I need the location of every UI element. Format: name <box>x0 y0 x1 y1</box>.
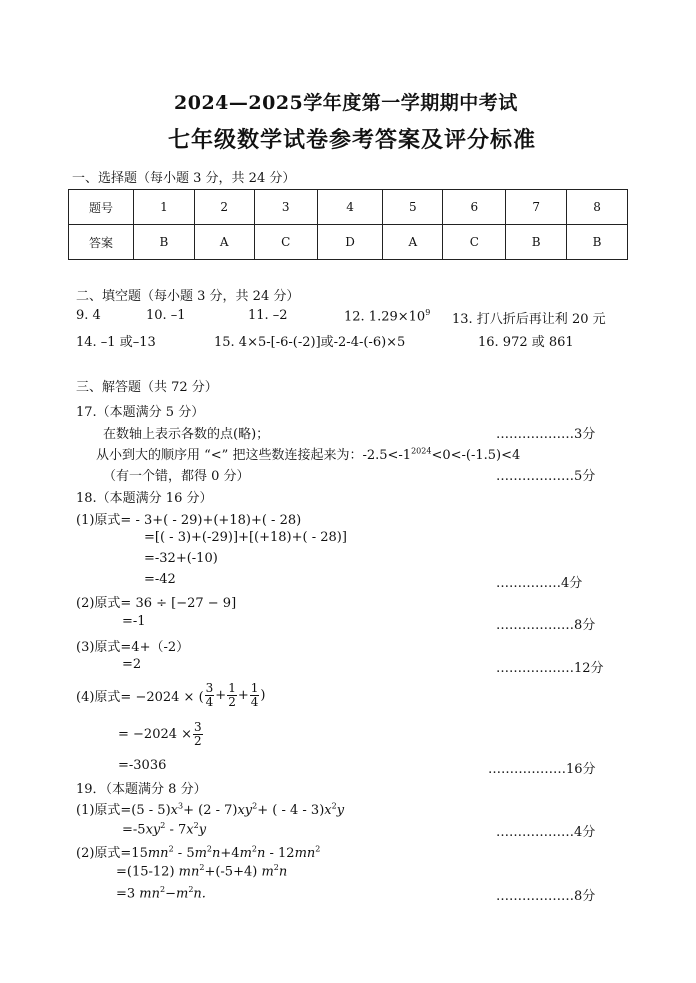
q18-p4-line2-expr: = −2024 × <box>118 727 193 742</box>
fraction-denominator: 4 <box>205 695 214 709</box>
fraction-denominator: 4 <box>250 695 259 709</box>
table-cell: B <box>506 225 567 260</box>
table-cell: 8 <box>567 190 628 225</box>
expr-variable: n. <box>193 886 206 902</box>
expr-segment: +4 <box>220 846 240 861</box>
expr-variable: m <box>194 846 207 861</box>
expr-exponent: 2 <box>160 885 166 894</box>
expr-segment: - 5 <box>173 846 195 861</box>
fraction <box>205 682 215 709</box>
q17-line3: （有一个错，都得 0 分） <box>103 469 250 484</box>
q19-p1-line2 <box>122 821 206 837</box>
fraction-numerator: 3 <box>194 720 202 734</box>
expr-exponent: 2 <box>251 844 257 854</box>
page-subtitle: 七年级数学试卷参考答案及评分标准 <box>168 127 537 153</box>
q17-heading: 17.（本题满分 5 分） <box>76 405 205 420</box>
expr-exponent: 2 <box>168 844 174 854</box>
expr-segment: + (2 - 7) <box>183 803 238 818</box>
table-cell: 3 <box>254 190 317 225</box>
table-cell: B <box>134 225 195 260</box>
q18-score3: ………………12分 <box>496 661 604 676</box>
q18-p4-expr-end: ) <box>260 688 266 703</box>
q19-p2-line1 <box>76 842 320 861</box>
expr-variable: x <box>170 803 178 818</box>
answer-9: 9. 4 <box>76 308 101 323</box>
table-cell: A <box>383 225 443 260</box>
q19-score1: ………………4分 <box>496 825 596 840</box>
table-cell: 2 <box>194 190 254 225</box>
expr-variable: mn <box>147 846 169 861</box>
fraction-numerator: 1 <box>250 681 259 695</box>
answer-16: 16. 972 或 861 <box>478 335 574 350</box>
expr-variable: m <box>239 846 252 861</box>
q18-score1: ……………4分 <box>496 576 583 591</box>
answer-11: 11. –2 <box>248 308 288 323</box>
plus-sign: + <box>215 688 227 703</box>
expr-variable: y <box>336 803 345 818</box>
expr-exponent: 2 <box>206 844 213 854</box>
answer-14: 14. –1 或–13 <box>76 335 156 350</box>
fraction <box>193 721 203 748</box>
table-cell: 1 <box>134 190 195 225</box>
expr-variable: n <box>278 864 288 880</box>
answer-12-exponent: 9 <box>425 308 431 317</box>
expr-segment: =-5 <box>122 822 146 838</box>
expr-variable: xy <box>145 822 161 838</box>
table-cell: 题号 <box>69 190 134 225</box>
fraction-denominator: 2 <box>228 695 236 709</box>
fraction-denominator: 2 <box>194 734 202 748</box>
q17-line2-part-b: <0<-(-1.5)<4 <box>431 448 521 463</box>
table-cell: 7 <box>506 190 567 225</box>
expr-variable: xy <box>237 803 253 818</box>
fraction <box>250 682 260 709</box>
q18-p1-line3: =-32+(-10) <box>144 551 218 566</box>
expr-variable: y <box>198 822 207 838</box>
expr-segment: (2)原式=15 <box>76 846 148 861</box>
section3-heading: 三、解答题（共 72 分） <box>76 380 218 395</box>
table-cell: 4 <box>317 190 383 225</box>
table-cell: A <box>194 225 254 260</box>
q17-score2: ………………5分 <box>496 469 596 484</box>
answer-15: 15. 4×5-[-6-(-2)]或-2-4-(-6)×5 <box>214 335 406 350</box>
expr-variable: mn <box>178 864 200 880</box>
expr-exponent: 3 <box>178 801 184 811</box>
answer-13: 13. 打八折后再让利 20 元 <box>452 312 606 327</box>
fraction <box>227 682 237 709</box>
q19-p2-line3 <box>116 885 206 901</box>
q17-line2 <box>96 444 520 463</box>
expr-variable: mn <box>294 846 316 861</box>
q19-p2-line2 <box>116 863 287 879</box>
expr-exponent: 2 <box>315 844 321 854</box>
answer-12 <box>344 308 430 324</box>
expr-segment: +(-5+4) <box>204 864 262 880</box>
plus-sign: + <box>237 688 249 703</box>
q17-score1: ………………3分 <box>496 427 596 442</box>
expr-variable: x <box>324 803 332 818</box>
q18-p1-line1: (1)原式= - 3+( - 29)+(+18)+( - 28) <box>76 513 302 528</box>
expr-segment: =(15-12) <box>116 864 179 880</box>
expr-exponent: 2 <box>252 801 258 811</box>
expr-exponent: 2 <box>331 801 337 811</box>
expr-variable: m <box>176 886 189 902</box>
q17-line2-exponent: 2024 <box>411 446 432 456</box>
q18-p2-line2: =-1 <box>122 614 146 629</box>
expr-exponent: 2 <box>188 885 194 894</box>
q18-score2: ………………8分 <box>496 618 596 633</box>
q19-heading: 19．（本题满分 8 分） <box>76 782 207 797</box>
q18-score4: ………………16分 <box>488 762 596 777</box>
q18-p1-line4: =-42 <box>144 572 176 587</box>
page-title: 2024—2025学年度第一学期期中考试 <box>174 92 518 114</box>
fraction-numerator: 3 <box>205 681 214 695</box>
q18-p4-line3: =-3036 <box>118 758 167 773</box>
answer-10: 10. –1 <box>146 308 186 323</box>
table-cell: 5 <box>383 190 443 225</box>
q18-p4-line2 <box>118 721 204 748</box>
q18-p4-line1 <box>76 682 265 709</box>
expr-variable: mn <box>139 886 160 902</box>
table-cell: D <box>317 225 383 260</box>
answer-table <box>68 189 628 260</box>
q18-p4-expr-start: (4)原式= −2024 × ( <box>76 690 204 705</box>
q18-p2-line1: (2)原式= 36 ÷ [−27 − 9] <box>76 596 237 611</box>
expr-variable: n <box>212 846 221 861</box>
table-cell: 答案 <box>69 225 134 260</box>
q19-p1-line1 <box>76 799 344 818</box>
q18-heading: 18.（本题满分 16 分） <box>76 491 213 506</box>
section1-heading: 一、选择题（每小题 3 分，共 24 分） <box>72 171 296 186</box>
expr-segment: + ( - 4 - 3) <box>257 803 325 818</box>
expr-variable: n <box>256 846 266 861</box>
q18-p1-line2: =[( - 3)+(-29)]+[(+18)+( - 28)] <box>144 530 347 545</box>
expr-exponent: 2 <box>273 863 279 872</box>
expr-segment: =3 <box>116 886 140 902</box>
table-cell: C <box>443 225 506 260</box>
q18-p3-line1: (3)原式=4+（-2） <box>76 640 190 655</box>
expr-segment: - 7 <box>165 822 187 838</box>
table-row <box>69 225 628 260</box>
table-cell: C <box>254 225 317 260</box>
answer-12-base: 12. 1.29×10 <box>344 309 426 325</box>
q17-line1: 在数轴上表示各数的点(略)； <box>103 427 270 442</box>
expr-variable: m <box>261 864 274 880</box>
fraction-numerator: 1 <box>228 681 236 695</box>
table-cell: 6 <box>443 190 506 225</box>
section2-heading: 二、填空题（每小题 3 分，共 24 分） <box>76 289 300 304</box>
expr-segment: (1)原式=(5 - 5) <box>76 803 171 818</box>
expr-segment: - 12 <box>265 846 295 861</box>
expr-segment: − <box>165 886 176 902</box>
table-row <box>69 190 628 225</box>
expr-exponent: 2 <box>160 821 166 830</box>
expr-exponent: 2 <box>193 821 199 830</box>
expr-variable: x <box>186 822 194 838</box>
expr-exponent: 2 <box>199 863 205 872</box>
table-cell: B <box>567 225 628 260</box>
q17-line2-part-a: 从小到大的顺序用 “<” 把这些数连接起来为：-2.5<-1 <box>96 448 412 463</box>
q19-score2: ………………8分 <box>496 889 596 904</box>
q18-p3-line2: =2 <box>122 657 142 672</box>
